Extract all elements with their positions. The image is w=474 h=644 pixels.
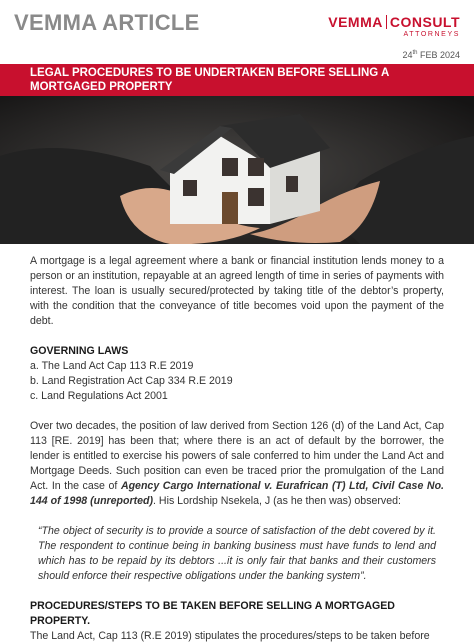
governing-laws-heading: GOVERNING LAWS	[30, 345, 129, 357]
procedures-heading: PROCEDURES/STEPS TO BE TAKEN BEFORE SELLING A MORTGAGED PROPERTY.	[30, 600, 395, 627]
headline-banner	[0, 64, 474, 96]
laws-list	[30, 359, 444, 404]
date-day: 24	[402, 50, 413, 60]
article-body	[30, 254, 444, 644]
house-illustration	[0, 96, 474, 244]
publish-date	[402, 50, 460, 60]
case-paragraph	[30, 419, 444, 509]
intro-paragraph: A mortgage is a legal agreement where a bank or financial institution lends money to a person or an institution, repayable at an agreed length of time in series of payments with interest. The loan is usually secured/protected by taking title of the debtor’s property, with the condition that the conveyance of title becomes void upon the payment of the debt.	[30, 255, 444, 327]
court-quote: “The object of security is to provide a source of satisfaction of the debt covered by it. The respondent to continue being in banking business must have funds to lend and which has to be repaid by its debtors ...it is only fair that banks and their customers should enforce their respective obligations under the banking system”.	[38, 525, 436, 582]
headline-line-1: LEGAL PROCEDURES TO BE UNDERTAKEN BEFORE SELLING A	[30, 67, 390, 79]
article-title: VEMMA ARTICLE	[14, 10, 200, 35]
date-suffix: th	[412, 50, 418, 56]
headline-line-2: MORTGAGED PROPERTY	[30, 80, 173, 93]
procedures-paragraph: The Land Act, Cap 113 (R.E 2019) stipulates the procedures/steps to be taken before	[30, 630, 430, 642]
logo-subtitle: ATTORNEYS	[403, 31, 460, 38]
house-in-hands-photo	[0, 96, 474, 244]
case-citation: Agency Cargo International v. Eurafrican (T) Ltd, Civil Case No. 144 of 1998 (unreported)	[30, 480, 444, 507]
logo-wordmark	[328, 14, 460, 30]
logo-left-word: VEMMA	[328, 14, 383, 30]
date-rest: FEB 2024	[417, 50, 460, 60]
logo-right-word: CONSULT	[389, 14, 460, 30]
firm-logo	[328, 14, 460, 46]
logo-separator	[386, 15, 387, 29]
article-header	[0, 0, 474, 64]
list-item: c. Land Regulations Act 2001	[30, 390, 168, 402]
case-paragraph-start: Over two decades, the position of law derived from Section 126 (d) of the Land Act, Cap 113 [RE. 2019] has been that; where there is an act of default by the borrower, the lender is entitled to exercise his powers of sale conferred to him under the Land Act and Mortgage Deeds. Such position can even be traced prior the promulgation of the Land Act. In the case of	[30, 420, 444, 492]
list-item: b. Land Registration Act Cap 334 R.E 2019	[30, 375, 233, 387]
case-paragraph-end: . His Lordship Nsekela, J (as he then was) observed:	[153, 495, 401, 507]
list-item: a. The Land Act Cap 113 R.E 2019	[30, 360, 194, 372]
